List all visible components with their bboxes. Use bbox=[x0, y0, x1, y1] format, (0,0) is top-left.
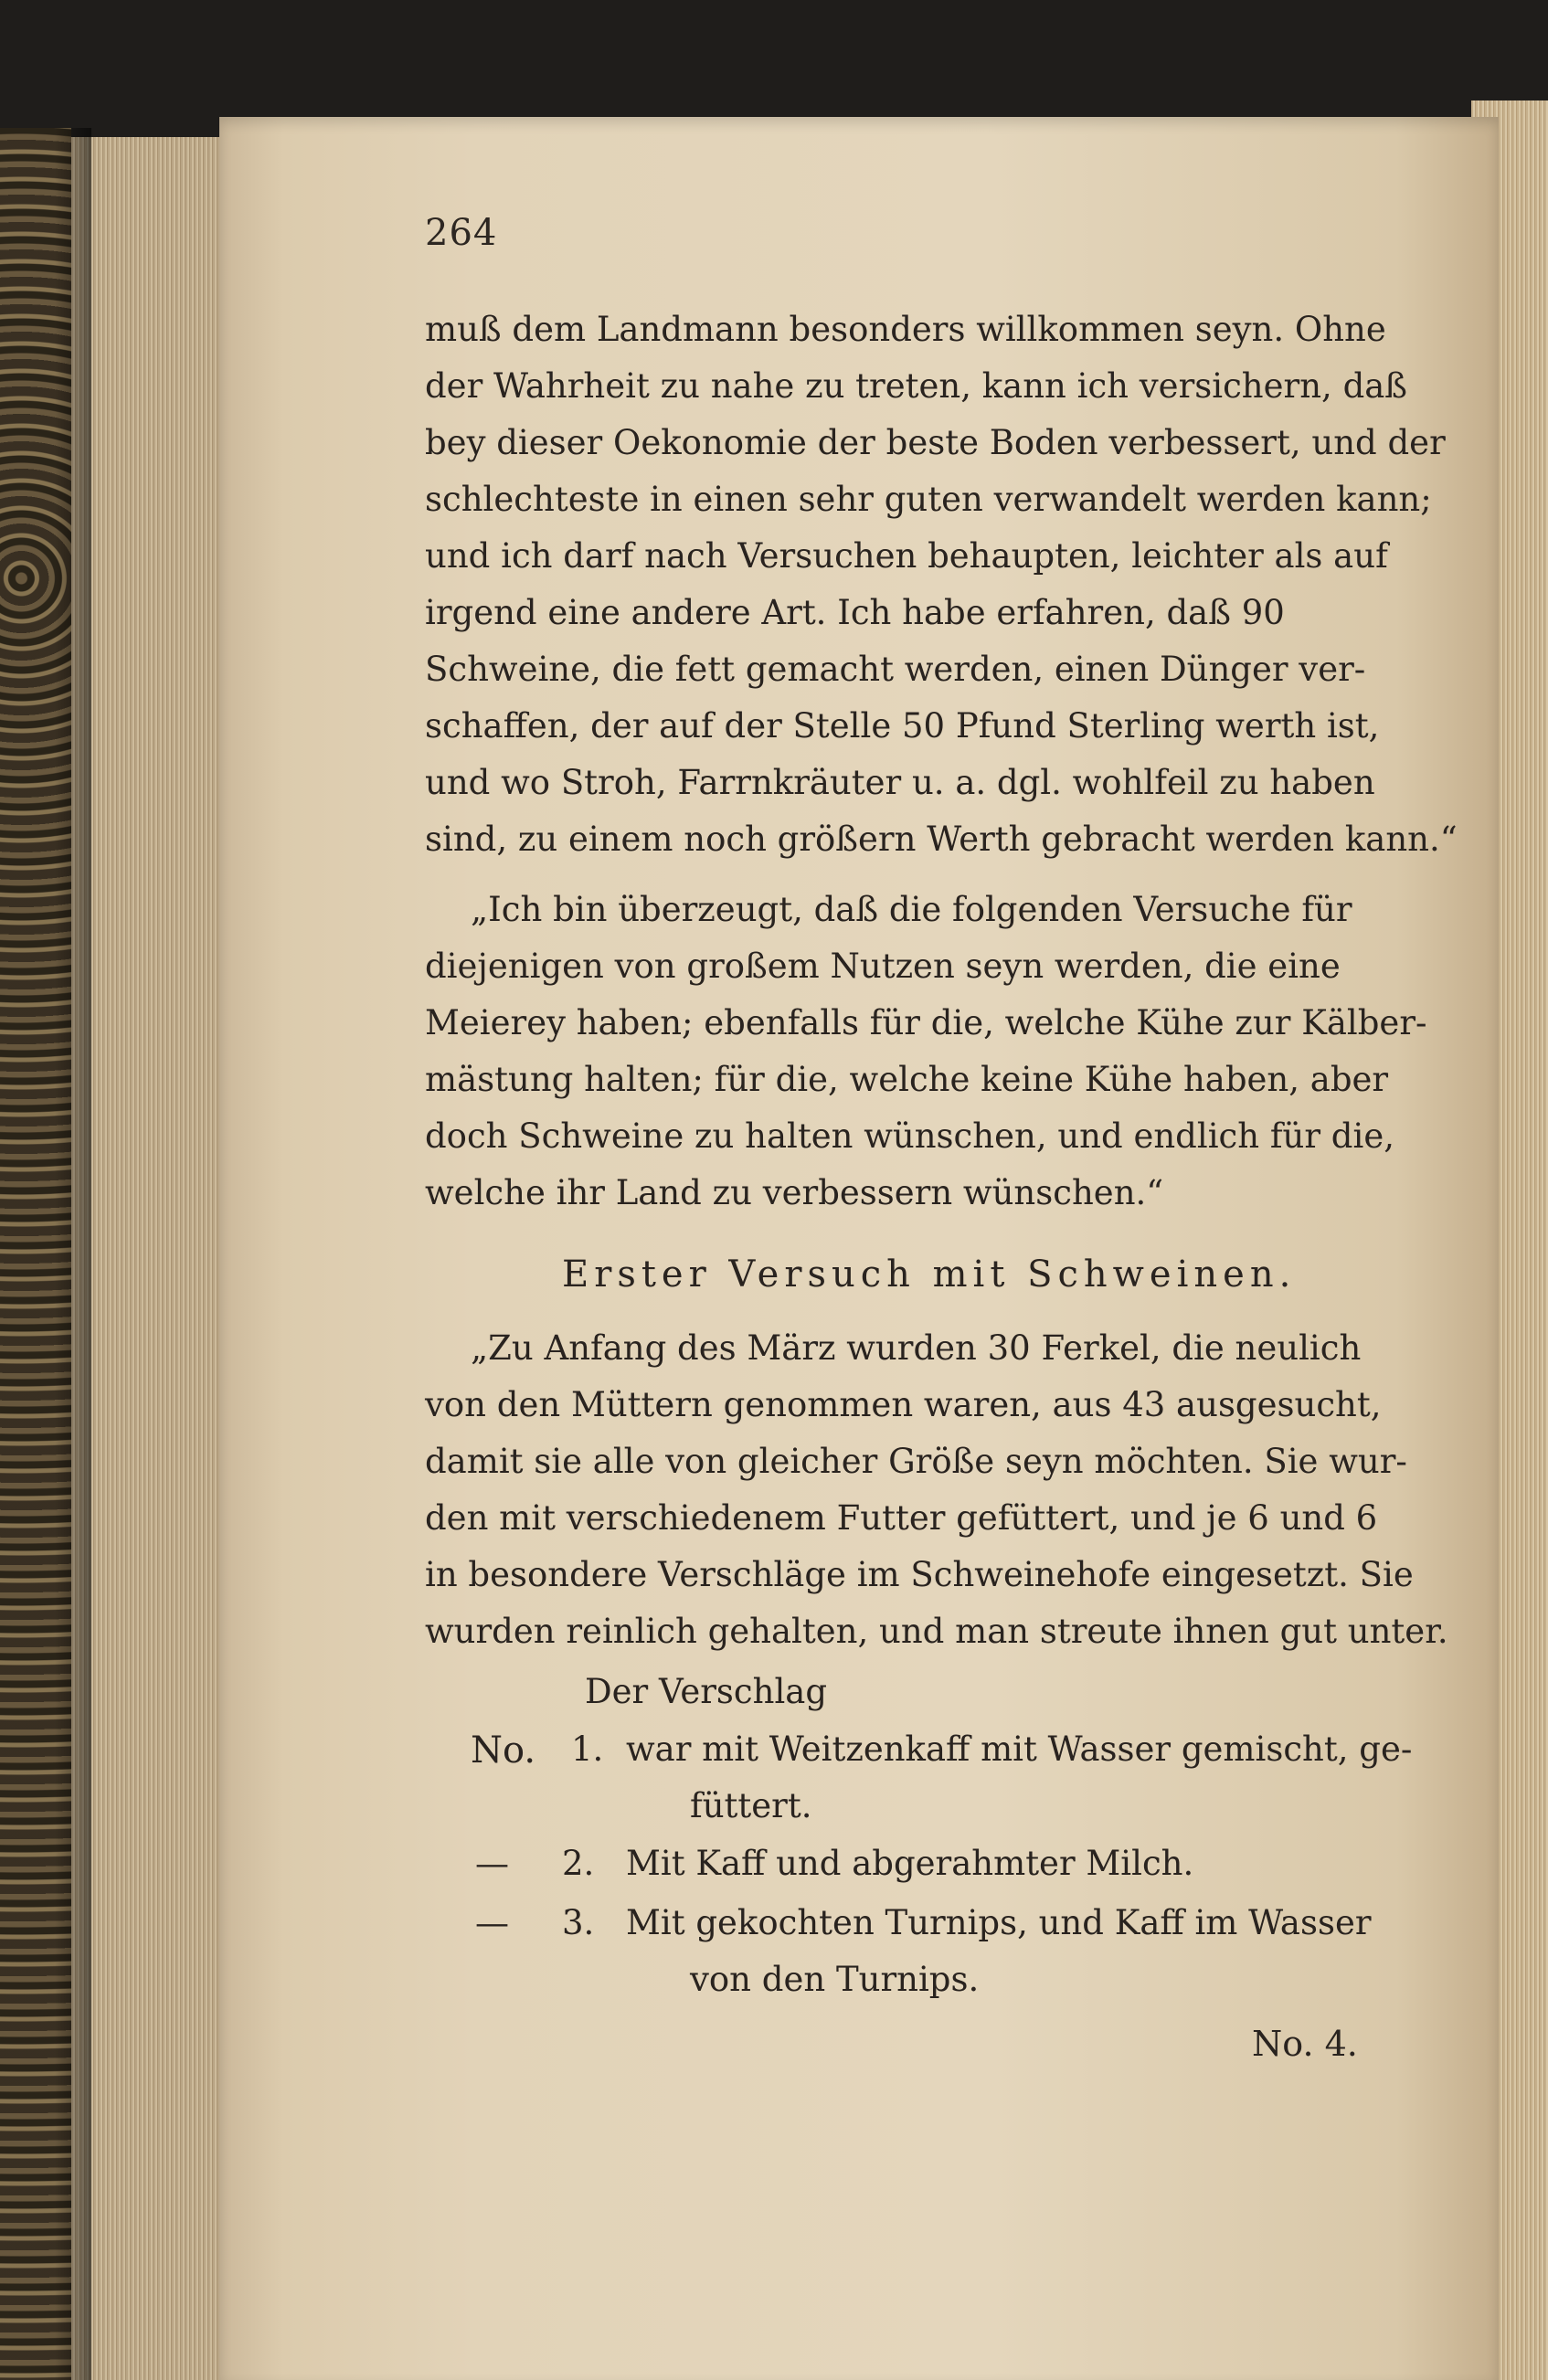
text-line: damit sie alle von gleicher Größe seyn möchten. Sie wur- bbox=[425, 1442, 1407, 1481]
text-line: irgend eine andere Art. Ich habe erfahren, daß 90 bbox=[425, 593, 1285, 632]
list-item-number: 3. bbox=[562, 1903, 595, 1942]
text-line: in besondere Verschläge im Schweinehofe eingesetzt. Sie bbox=[425, 1555, 1414, 1594]
text-line: und wo Stroh, Farrnkräuter u. a. dgl. wohlfeil zu haben bbox=[425, 763, 1375, 802]
catchword: No. 4. bbox=[1252, 2024, 1358, 2064]
section-heading: Erster Versuch mit Schweinen. bbox=[562, 1253, 1297, 1296]
text-line: Schweine, die fett gemacht werden, einen Dünger ver- bbox=[425, 650, 1366, 689]
list-item-text-continued: von den Turnips. bbox=[690, 1960, 980, 1999]
text-line: schaffen, der auf der Stelle 50 Pfund Sterling werth ist, bbox=[425, 706, 1380, 746]
list-item-number: 2. bbox=[562, 1844, 595, 1883]
list-item-prefix: — bbox=[475, 1903, 509, 1942]
text-line: welche ihr Land zu verbessern wünschen.“ bbox=[425, 1173, 1164, 1212]
list-item-text: war mit Weitzenkaff mit Wasser gemischt, ge- bbox=[626, 1729, 1413, 1769]
paragraph-3 bbox=[425, 1320, 1448, 1660]
page-block-left-edge bbox=[71, 137, 227, 2380]
text-line: doch Schweine zu halten wünschen, und endlich für die, bbox=[425, 1116, 1394, 1156]
cover-shadow bbox=[55, 128, 91, 2380]
list-item-text-continued: füttert. bbox=[690, 1786, 812, 1825]
text-line: diejenigen von großem Nutzen seyn werden, die eine bbox=[425, 947, 1341, 986]
text-line: „Ich bin überzeugt, daß die folgenden Versuche für bbox=[471, 890, 1352, 929]
page-number: 264 bbox=[425, 212, 498, 254]
list-item-prefix: No. bbox=[471, 1729, 536, 1772]
text-line: Meierey haben; ebenfalls für die, welche Kühe zur Kälber- bbox=[425, 1003, 1427, 1042]
text-line: den mit verschiedenem Futter gefüttert, und je 6 und 6 bbox=[425, 1498, 1378, 1538]
paragraph-1 bbox=[425, 301, 1458, 868]
paragraph-2 bbox=[425, 882, 1427, 1222]
list-item-text: Mit Kaff und abgerahmter Milch. bbox=[626, 1844, 1194, 1883]
list-item-text: Mit gekochten Turnips, und Kaff im Wasser bbox=[626, 1903, 1372, 1942]
text-line: von den Müttern genommen waren, aus 43 ausgesucht, bbox=[425, 1385, 1382, 1424]
list-item-number: 1. bbox=[571, 1729, 604, 1769]
text-line: und ich darf nach Versuchen behaupten, leichter als auf bbox=[425, 536, 1388, 576]
text-line: bey dieser Oekonomie der beste Boden verbessert, und der bbox=[425, 423, 1446, 462]
list-item-prefix: — bbox=[475, 1844, 509, 1883]
text-line: der Wahrheit zu nahe zu treten, kann ich versichern, daß bbox=[425, 366, 1408, 406]
text-line: muß dem Landmann besonders willkommen seyn. Ohne bbox=[425, 310, 1386, 349]
text-line: wurden reinlich gehalten, und man streute ihnen gut unter. bbox=[425, 1612, 1448, 1651]
text-line: „Zu Anfang des März wurden 30 Ferkel, die neulich bbox=[471, 1328, 1362, 1368]
text-line: mästung halten; für die, welche keine Kühe haben, aber bbox=[425, 1060, 1389, 1099]
text-line: schlechteste in einen sehr guten verwandelt werden kann; bbox=[425, 480, 1432, 519]
list-header: Der Verschlag bbox=[585, 1672, 828, 1711]
text-line: sind, zu einem noch größern Werth gebracht werden kann.“ bbox=[425, 820, 1458, 859]
